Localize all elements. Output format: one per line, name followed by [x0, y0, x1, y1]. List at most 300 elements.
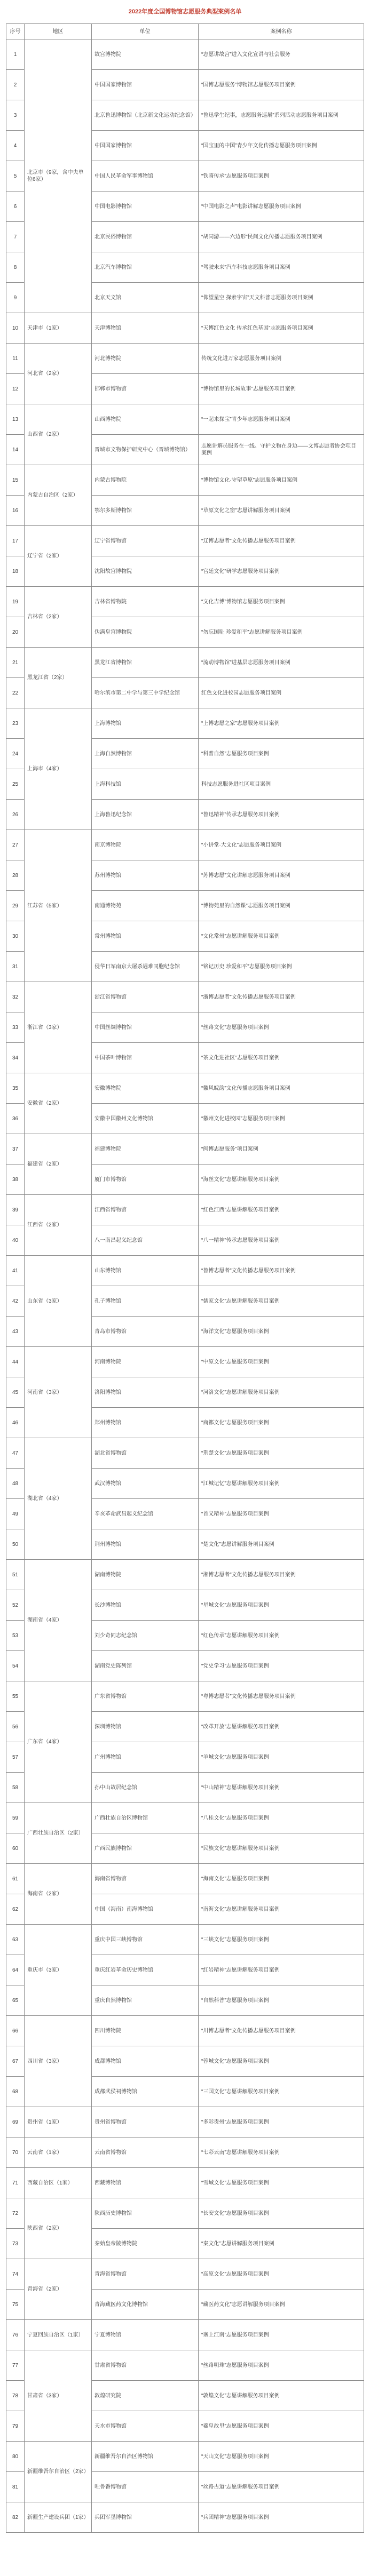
row-number: 76: [6, 2320, 25, 2350]
row-number: 40: [6, 1225, 25, 1256]
row-number: 26: [6, 800, 25, 830]
project-cell: “塞上江南”志愿服务项目案例: [199, 2320, 364, 2350]
row-number: 66: [6, 2016, 25, 2046]
region-cell: 浙江省（3家）: [25, 982, 92, 1073]
unit-cell: 郑州博物馆: [92, 1408, 199, 1438]
unit-cell: 青岛市博物馆: [92, 1317, 199, 1347]
row-number: 7: [6, 222, 25, 252]
unit-cell: 中国人民革命军事博物馆: [92, 161, 199, 192]
table-row: [6, 313, 364, 344]
project-cell: “茶文化进社区”志愿服务项目案例: [199, 1043, 364, 1073]
row-number: 65: [6, 1985, 25, 2016]
project-cell: “鲁迅精神”传承志愿服务项目案例: [199, 800, 364, 830]
project-cell: “中原文化”志愿服务项目案例: [199, 1347, 364, 1377]
project-cell: “驾驶未来”汽车科技志愿服务项目案例: [199, 252, 364, 283]
unit-cell: 鄂尔多斯博物馆: [92, 496, 199, 526]
region-cell: 天津市（1家）: [25, 313, 92, 344]
region-cell: 山西省（2家）: [25, 404, 92, 465]
unit-cell: 宁夏博物馆: [92, 2320, 199, 2350]
row-number: 48: [6, 1469, 25, 1499]
region-cell: 重庆市（3家）: [25, 1925, 92, 2016]
unit-cell: 安徽中国徽州文化博物馆: [92, 1104, 199, 1134]
unit-cell: 厦门市博物馆: [92, 1165, 199, 1195]
table-row: [6, 1560, 364, 1590]
unit-cell: 海南省博物馆: [92, 1864, 199, 1894]
table-row: [6, 2320, 364, 2350]
project-cell: “博物馆文化·守望草原”志愿服务项目案例: [199, 465, 364, 496]
table-row: [6, 344, 364, 374]
row-number: 36: [6, 1104, 25, 1134]
unit-cell: 中国电影博物馆: [92, 192, 199, 222]
row-number: 28: [6, 860, 25, 891]
row-number: 64: [6, 1955, 25, 1985]
project-cell: “楚文化”志愿讲解服务项目案例: [199, 1529, 364, 1560]
unit-cell: 沈阳故宫博物院: [92, 556, 199, 587]
project-cell: “八桂文化”志愿服务项目案例: [199, 1803, 364, 1833]
project-cell: “天博红色文化 传承红色基因”志愿服务项目案例: [199, 313, 364, 344]
project-cell: “徽风皖韵”文化传播志愿服务项目案例: [199, 1073, 364, 1104]
unit-cell: 西藏博物馆: [92, 2168, 199, 2198]
project-cell: “河洛文化”志愿讲解服务项目案例: [199, 1377, 364, 1408]
unit-cell: 中国丝绸博物馆: [92, 1012, 199, 1043]
unit-cell: 天水市博物馆: [92, 2411, 199, 2442]
row-number: 68: [6, 2077, 25, 2107]
row-number: 34: [6, 1043, 25, 1073]
unit-cell: 中国茶叶博物馆: [92, 1043, 199, 1073]
unit-cell: 湖南党史陈列馆: [92, 1651, 199, 1681]
row-number: 23: [6, 708, 25, 739]
project-cell: “徽州文化进校园”志愿服务项目案例: [199, 1104, 364, 1134]
row-number: 30: [6, 921, 25, 952]
unit-cell: 青海省博物馆: [92, 2259, 199, 2290]
row-number: 58: [6, 1773, 25, 1803]
project-cell: “国宝里的中国”青少年文化传播志愿服务项目案例: [199, 131, 364, 161]
table-row: [6, 648, 364, 678]
unit-cell: 贵州省博物馆: [92, 2107, 199, 2138]
unit-cell: 湖南博物院: [92, 1560, 199, 1590]
row-number: 4: [6, 131, 25, 161]
region-cell: 河北省（2家）: [25, 344, 92, 404]
table-row: [6, 830, 364, 860]
project-cell: “海南文化”志愿服务项目案例: [199, 1864, 364, 1894]
unit-cell: 甘肃省博物馆: [92, 2350, 199, 2381]
unit-cell: 中国国家博物馆: [92, 70, 199, 100]
row-number: 21: [6, 648, 25, 678]
project-cell: “苏博志愿”文化讲解志愿服务项目案例: [199, 860, 364, 891]
unit-cell: 常州博物馆: [92, 921, 199, 952]
header-region: 地区: [25, 24, 92, 39]
unit-cell: 广州博物馆: [92, 1742, 199, 1773]
table-row: [6, 587, 364, 617]
row-number: 51: [6, 1560, 25, 1590]
row-number: 25: [6, 769, 25, 800]
unit-cell: 青海藏医药文化博物馆: [92, 2290, 199, 2320]
table-row: [6, 2016, 364, 2046]
row-number: 32: [6, 982, 25, 1012]
row-number: 44: [6, 1347, 25, 1377]
table-row: [6, 39, 364, 70]
region-cell: 内蒙古自治区（2家）: [25, 465, 92, 526]
unit-cell: 辽宁省博物馆: [92, 526, 199, 556]
region-cell: 湖北省（4家）: [25, 1438, 92, 1560]
table-row: [6, 1803, 364, 1833]
row-number: 14: [6, 435, 25, 465]
table-row: [6, 1195, 364, 1225]
region-cell: 山东省（3家）: [25, 1256, 92, 1347]
row-number: 8: [6, 252, 25, 283]
project-cell: “海丝文化”志愿讲解服务项目案例: [199, 1165, 364, 1195]
row-number: 53: [6, 1621, 25, 1651]
project-cell: “仰望星空 探索宇宙”天文科普志愿服务项目案例: [199, 283, 364, 313]
project-cell: “荆楚文化”志愿服务项目案例: [199, 1438, 364, 1469]
row-number: 12: [6, 374, 25, 404]
unit-cell: 中国国家博物馆: [92, 131, 199, 161]
project-cell: “藏医药文化”志愿讲解服务项目案例: [199, 2290, 364, 2320]
project-cell: “国博志愿服务”博物馆志愿服务项目案例: [199, 70, 364, 100]
project-cell: “湘博志愿者”文化传播志愿服务项目案例: [199, 1560, 364, 1590]
unit-cell: 黑龙江省博物馆: [92, 648, 199, 678]
project-cell: “川博志愿者”文化传播志愿服务项目案例: [199, 2016, 364, 2046]
table-row: [6, 2259, 364, 2290]
unit-cell: 上海博物馆: [92, 708, 199, 739]
unit-cell: 重庆中国三峡博物馆: [92, 1925, 199, 1955]
unit-cell: 成都博物馆: [92, 2046, 199, 2077]
row-number: 37: [6, 1134, 25, 1165]
table-body: [6, 39, 364, 2533]
row-number: 1: [6, 39, 25, 70]
project-cell: 科技志愿服务进社区项目案例: [199, 769, 364, 800]
unit-cell: 辛亥革命武昌起义纪念馆: [92, 1499, 199, 1529]
unit-cell: 北京汽车博物馆: [92, 252, 199, 283]
unit-cell: 南通博物苑: [92, 891, 199, 921]
row-number: 71: [6, 2168, 25, 2198]
unit-cell: 新疆维吾尔自治区博物馆: [92, 2442, 199, 2472]
project-cell: “红色传承”志愿讲解服务项目案例: [199, 1621, 364, 1651]
project-cell: “三峡文化”志愿服务项目案例: [199, 1925, 364, 1955]
table-header-row: [6, 24, 364, 39]
row-number: 35: [6, 1073, 25, 1104]
row-number: 15: [6, 465, 25, 496]
unit-cell: 刘少奇同志纪念馆: [92, 1621, 199, 1651]
project-cell: “鲁博志愿者”文化传播志愿服务项目案例: [199, 1256, 364, 1286]
unit-cell: 侵华日军南京大屠杀遇难同胞纪念馆: [92, 952, 199, 982]
row-number: 20: [6, 617, 25, 648]
row-number: 75: [6, 2290, 25, 2320]
unit-cell: 天津博物馆: [92, 313, 199, 344]
header-unit: 单位: [92, 24, 199, 39]
project-cell: “南海文化”志愿讲解服务项目案例: [199, 1894, 364, 1925]
unit-cell: 四川博物院: [92, 2016, 199, 2046]
unit-cell: 南京博物院: [92, 830, 199, 860]
project-cell: “文化常州”志愿讲解服务项目案例: [199, 921, 364, 952]
project-cell: “铁骑传承”志愿服务项目案例: [199, 161, 364, 192]
project-cell: “羲皇故里”志愿服务项目案例: [199, 2411, 364, 2442]
project-cell: “辽博志愿者”文化传播志愿服务项目案例: [199, 526, 364, 556]
table-row: [6, 1925, 364, 1955]
unit-cell: 江西省博物馆: [92, 1195, 199, 1225]
row-number: 46: [6, 1408, 25, 1438]
project-cell: “长安文化”志愿服务项目案例: [199, 2198, 364, 2229]
unit-cell: 浙江省博物馆: [92, 982, 199, 1012]
row-number: 60: [6, 1833, 25, 1864]
project-cell: “儒家文化”志愿讲解服务项目案例: [199, 1286, 364, 1317]
row-number: 38: [6, 1165, 25, 1195]
project-cell: “博物苑里的自然课”志愿服务项目案例: [199, 891, 364, 921]
unit-cell: 山东博物馆: [92, 1256, 199, 1286]
table-row: [6, 1438, 364, 1469]
project-cell: “浙博志愿者”文化传播志愿服务项目案例: [199, 982, 364, 1012]
unit-cell: 故宫博物院: [92, 39, 199, 70]
project-cell: “博物馆里的长城故事”志愿服务项目案例: [199, 374, 364, 404]
unit-cell: 秦始皇帝陵博物院: [92, 2229, 199, 2259]
unit-cell: 深圳博物馆: [92, 1712, 199, 1742]
row-number: 62: [6, 1894, 25, 1925]
unit-cell: 河北博物院: [92, 344, 199, 374]
project-cell: “文化吉博”博物馆志愿服务项目案例: [199, 587, 364, 617]
project-cell: “志愿讲故宫”进入文化宣讲与社会服务: [199, 39, 364, 70]
region-cell: 新疆生产建设兵团（1家）: [25, 2502, 92, 2533]
unit-cell: 荆州博物馆: [92, 1529, 199, 1560]
row-number: 27: [6, 830, 25, 860]
row-number: 79: [6, 2411, 25, 2442]
project-cell: “高原文化”志愿服务项目案例: [199, 2259, 364, 2290]
row-number: 17: [6, 526, 25, 556]
region-cell: 甘肃省（3家）: [25, 2350, 92, 2442]
row-number: 16: [6, 496, 25, 526]
unit-cell: 广西壮族自治区博物馆: [92, 1803, 199, 1833]
unit-cell: 兵团军垦博物馆: [92, 2502, 199, 2533]
unit-cell: 上海鲁迅纪念馆: [92, 800, 199, 830]
row-number: 57: [6, 1742, 25, 1773]
table-row: [6, 1134, 364, 1165]
row-number: 50: [6, 1529, 25, 1560]
row-number: 19: [6, 587, 25, 617]
project-cell: 红色文化进校园志愿服务项目案例: [199, 678, 364, 708]
row-number: 82: [6, 2502, 25, 2533]
table-row: [6, 2138, 364, 2168]
region-cell: 江西省（2家）: [25, 1195, 92, 1256]
project-cell: “勿忘国耻 珍爱和平”志愿讲解服务项目案例: [199, 617, 364, 648]
row-number: 10: [6, 313, 25, 344]
table-row: [6, 2350, 364, 2381]
row-number: 6: [6, 192, 25, 222]
project-cell: “鲁迅学生纪事，志愿服务巡展”系列活动志愿服务项目案例: [199, 100, 364, 131]
project-cell: “天山文化”志愿服务项目案例: [199, 2442, 364, 2472]
row-number: 41: [6, 1256, 25, 1286]
table-row: [6, 1073, 364, 1104]
case-list-table: [6, 23, 364, 2533]
unit-cell: 晋城市文物保护研究中心（晋城博物馆）: [92, 435, 199, 465]
project-cell: “一起来探宝”青少年志愿服务项目案例: [199, 404, 364, 435]
row-number: 11: [6, 344, 25, 374]
row-number: 43: [6, 1317, 25, 1347]
unit-cell: 广东省博物馆: [92, 1681, 199, 1712]
unit-cell: 上海科技馆: [92, 769, 199, 800]
document-title: 2022年度全国博物馆志愿服务典型案例名单: [128, 9, 242, 15]
region-cell: 海南省（2家）: [25, 1864, 92, 1925]
project-cell: “商都文化”志愿服务项目案例: [199, 1408, 364, 1438]
region-cell: 北京市（9家，含中央单位6家）: [25, 39, 92, 313]
row-number: 80: [6, 2442, 25, 2472]
row-number: 18: [6, 556, 25, 587]
project-cell: “中山精神”志愿讲解服务项目案例: [199, 1773, 364, 1803]
project-cell: “小讲堂·大文化”志愿服务项目案例: [199, 830, 364, 860]
unit-cell: 广西民族博物馆: [92, 1833, 199, 1864]
project-cell: “多彩贵州”志愿服务项目案例: [199, 2107, 364, 2138]
region-cell: 辽宁省（2家）: [25, 526, 92, 587]
row-number: 56: [6, 1712, 25, 1742]
project-cell: “党史学习”志愿服务项目案例: [199, 1651, 364, 1681]
row-number: 5: [6, 161, 25, 192]
row-number: 13: [6, 404, 25, 435]
row-number: 63: [6, 1925, 25, 1955]
unit-cell: 内蒙古博物院: [92, 465, 199, 496]
project-cell: “首义精神”志愿服务项目案例: [199, 1499, 364, 1529]
project-cell: “宫廷文化”研学志愿服务项目案例: [199, 556, 364, 587]
unit-cell: 上海自然博物馆: [92, 739, 199, 769]
row-number: 3: [6, 100, 25, 131]
header-no: 序号: [6, 24, 25, 39]
region-cell: 福建省（2家）: [25, 1134, 92, 1195]
project-cell: “丝路文化”志愿服务项目案例: [199, 1012, 364, 1043]
project-cell: “红岩精神”志愿讲解服务项目案例: [199, 1955, 364, 1985]
row-number: 9: [6, 283, 25, 313]
row-number: 22: [6, 678, 25, 708]
project-cell: “自然科普”志愿服务项目案例: [199, 1985, 364, 2016]
project-cell: “闽博志愿服务”项目案例: [199, 1134, 364, 1165]
row-number: 49: [6, 1499, 25, 1529]
row-number: 78: [6, 2381, 25, 2411]
row-number: 59: [6, 1803, 25, 1833]
table-row: [6, 708, 364, 739]
row-number: 54: [6, 1651, 25, 1681]
row-number: 61: [6, 1864, 25, 1894]
project-cell: “海洋文化”志愿服务项目案例: [199, 1317, 364, 1347]
unit-cell: 陕西历史博物馆: [92, 2198, 199, 2229]
project-cell: “雪域文化”志愿服务项目案例: [199, 2168, 364, 2198]
region-cell: 吉林省（2家）: [25, 587, 92, 648]
unit-cell: 山西博物院: [92, 404, 199, 435]
row-number: 29: [6, 891, 25, 921]
row-number: 69: [6, 2107, 25, 2138]
unit-cell: 福建博物院: [92, 1134, 199, 1165]
region-cell: 广西壮族自治区（2家）: [25, 1803, 92, 1864]
table-row: [6, 1256, 364, 1286]
project-cell: “羊城文化”志愿服务项目案例: [199, 1742, 364, 1773]
unit-cell: 河南博物院: [92, 1347, 199, 1377]
project-cell: “秦文化”志愿讲解服务项目案例: [199, 2229, 364, 2259]
project-cell: “铭记历史 珍爱和平”志愿服务项目案例: [199, 952, 364, 982]
unit-cell: 重庆红岩革命历史博物馆: [92, 1955, 199, 1985]
region-cell: 云南省（1家）: [25, 2138, 92, 2168]
project-cell: “三国文化”志愿讲解服务项目案例: [199, 2077, 364, 2107]
unit-cell: 中国（海南）南海博物馆: [92, 1894, 199, 1925]
row-number: 33: [6, 1012, 25, 1043]
unit-cell: 武汉博物馆: [92, 1469, 199, 1499]
project-cell: “改革开放”志愿讲解服务项目案例: [199, 1712, 364, 1742]
region-cell: 新疆维吾尔自治区（2家）: [25, 2442, 92, 2502]
project-cell: “江城记忆”志愿讲解服务项目案例: [199, 1469, 364, 1499]
project-cell: “胡同游——六边形”民间文化传播志愿服务项目案例: [199, 222, 364, 252]
unit-cell: 湖北省博物馆: [92, 1438, 199, 1469]
row-number: 39: [6, 1195, 25, 1225]
table-row: [6, 404, 364, 435]
row-number: 67: [6, 2046, 25, 2077]
unit-cell: 哈尔滨市第二中学与第三中学纪念馆: [92, 678, 199, 708]
table-row: [6, 2107, 364, 2138]
region-cell: 江苏省（5家）: [25, 830, 92, 982]
project-cell: “丝路古道”志愿讲解服务项目案例: [199, 2472, 364, 2502]
row-number: 52: [6, 1590, 25, 1621]
project-cell: “红色江西”志愿讲解服务项目案例: [199, 1195, 364, 1225]
unit-cell: 孙中山故居纪念馆: [92, 1773, 199, 1803]
row-number: 31: [6, 952, 25, 982]
unit-cell: 孔子博物馆: [92, 1286, 199, 1317]
project-cell: “粤博志愿者”文化传播志愿服务项目案例: [199, 1681, 364, 1712]
project-cell: “上博志愿之家”志愿服务项目案例: [199, 708, 364, 739]
unit-cell: 敦煌研究院: [92, 2381, 199, 2411]
project-cell: “科普自然”志愿服务项目案例: [199, 739, 364, 769]
unit-cell: 吉林省博物院: [92, 587, 199, 617]
row-number: 42: [6, 1286, 25, 1317]
region-cell: 宁夏回族自治区（1家）: [25, 2320, 92, 2350]
project-cell: “八一精神”传承志愿服务项目案例: [199, 1225, 364, 1256]
table-row: [6, 2502, 364, 2533]
unit-cell: 云南省博物馆: [92, 2138, 199, 2168]
table-row: [6, 1347, 364, 1377]
unit-cell: 北京天文馆: [92, 283, 199, 313]
row-number: 81: [6, 2472, 25, 2502]
table-row: [6, 982, 364, 1012]
row-number: 72: [6, 2198, 25, 2229]
region-cell: 青海省（2家）: [25, 2259, 92, 2320]
project-cell: “蓉城文化”志愿服务项目案例: [199, 2046, 364, 2077]
project-cell: “星城文化”志愿服务项目案例: [199, 1590, 364, 1621]
region-cell: 安徽省（2家）: [25, 1073, 92, 1134]
row-number: 77: [6, 2350, 25, 2381]
region-cell: 西藏自治区（1家）: [25, 2168, 92, 2198]
unit-cell: 八一南昌起义纪念馆: [92, 1225, 199, 1256]
project-cell: “敦煌文化”志愿讲解服务项目案例: [199, 2381, 364, 2411]
unit-cell: 伪满皇宫博物院: [92, 617, 199, 648]
project-cell: “兵团精神”志愿服务项目案例: [199, 2502, 364, 2533]
table-row: [6, 465, 364, 496]
project-cell: “民族文化”志愿讲解服务项目案例: [199, 1833, 364, 1864]
row-number: 70: [6, 2138, 25, 2168]
region-cell: 广东省（4家）: [25, 1681, 92, 1803]
table-row: [6, 1681, 364, 1712]
table-row: [6, 2198, 364, 2229]
project-cell: “丝路明珠”志愿服务项目案例: [199, 2350, 364, 2381]
table-row: [6, 2168, 364, 2198]
row-number: 74: [6, 2259, 25, 2290]
region-cell: 陕西省（2家）: [25, 2198, 92, 2259]
table-row: [6, 526, 364, 556]
project-cell: “草原文化之窗”志愿讲解服务项目案例: [199, 496, 364, 526]
row-number: 2: [6, 70, 25, 100]
header-project: 案例名称: [199, 24, 364, 39]
project-cell: 传统文化进万家志愿服务项目案例: [199, 344, 364, 374]
project-cell: “流动博物馆”进基层志愿服务项目案例: [199, 648, 364, 678]
unit-cell: 北京民俗博物馆: [92, 222, 199, 252]
unit-cell: 安徽博物院: [92, 1073, 199, 1104]
row-number: 24: [6, 739, 25, 769]
unit-cell: 苏州博物馆: [92, 860, 199, 891]
region-cell: 黑龙江省（2家）: [25, 648, 92, 708]
region-cell: 四川省（3家）: [25, 2016, 92, 2107]
row-number: 45: [6, 1377, 25, 1408]
project-cell: “七彩云南”志愿讲解服务项目案例: [199, 2138, 364, 2168]
